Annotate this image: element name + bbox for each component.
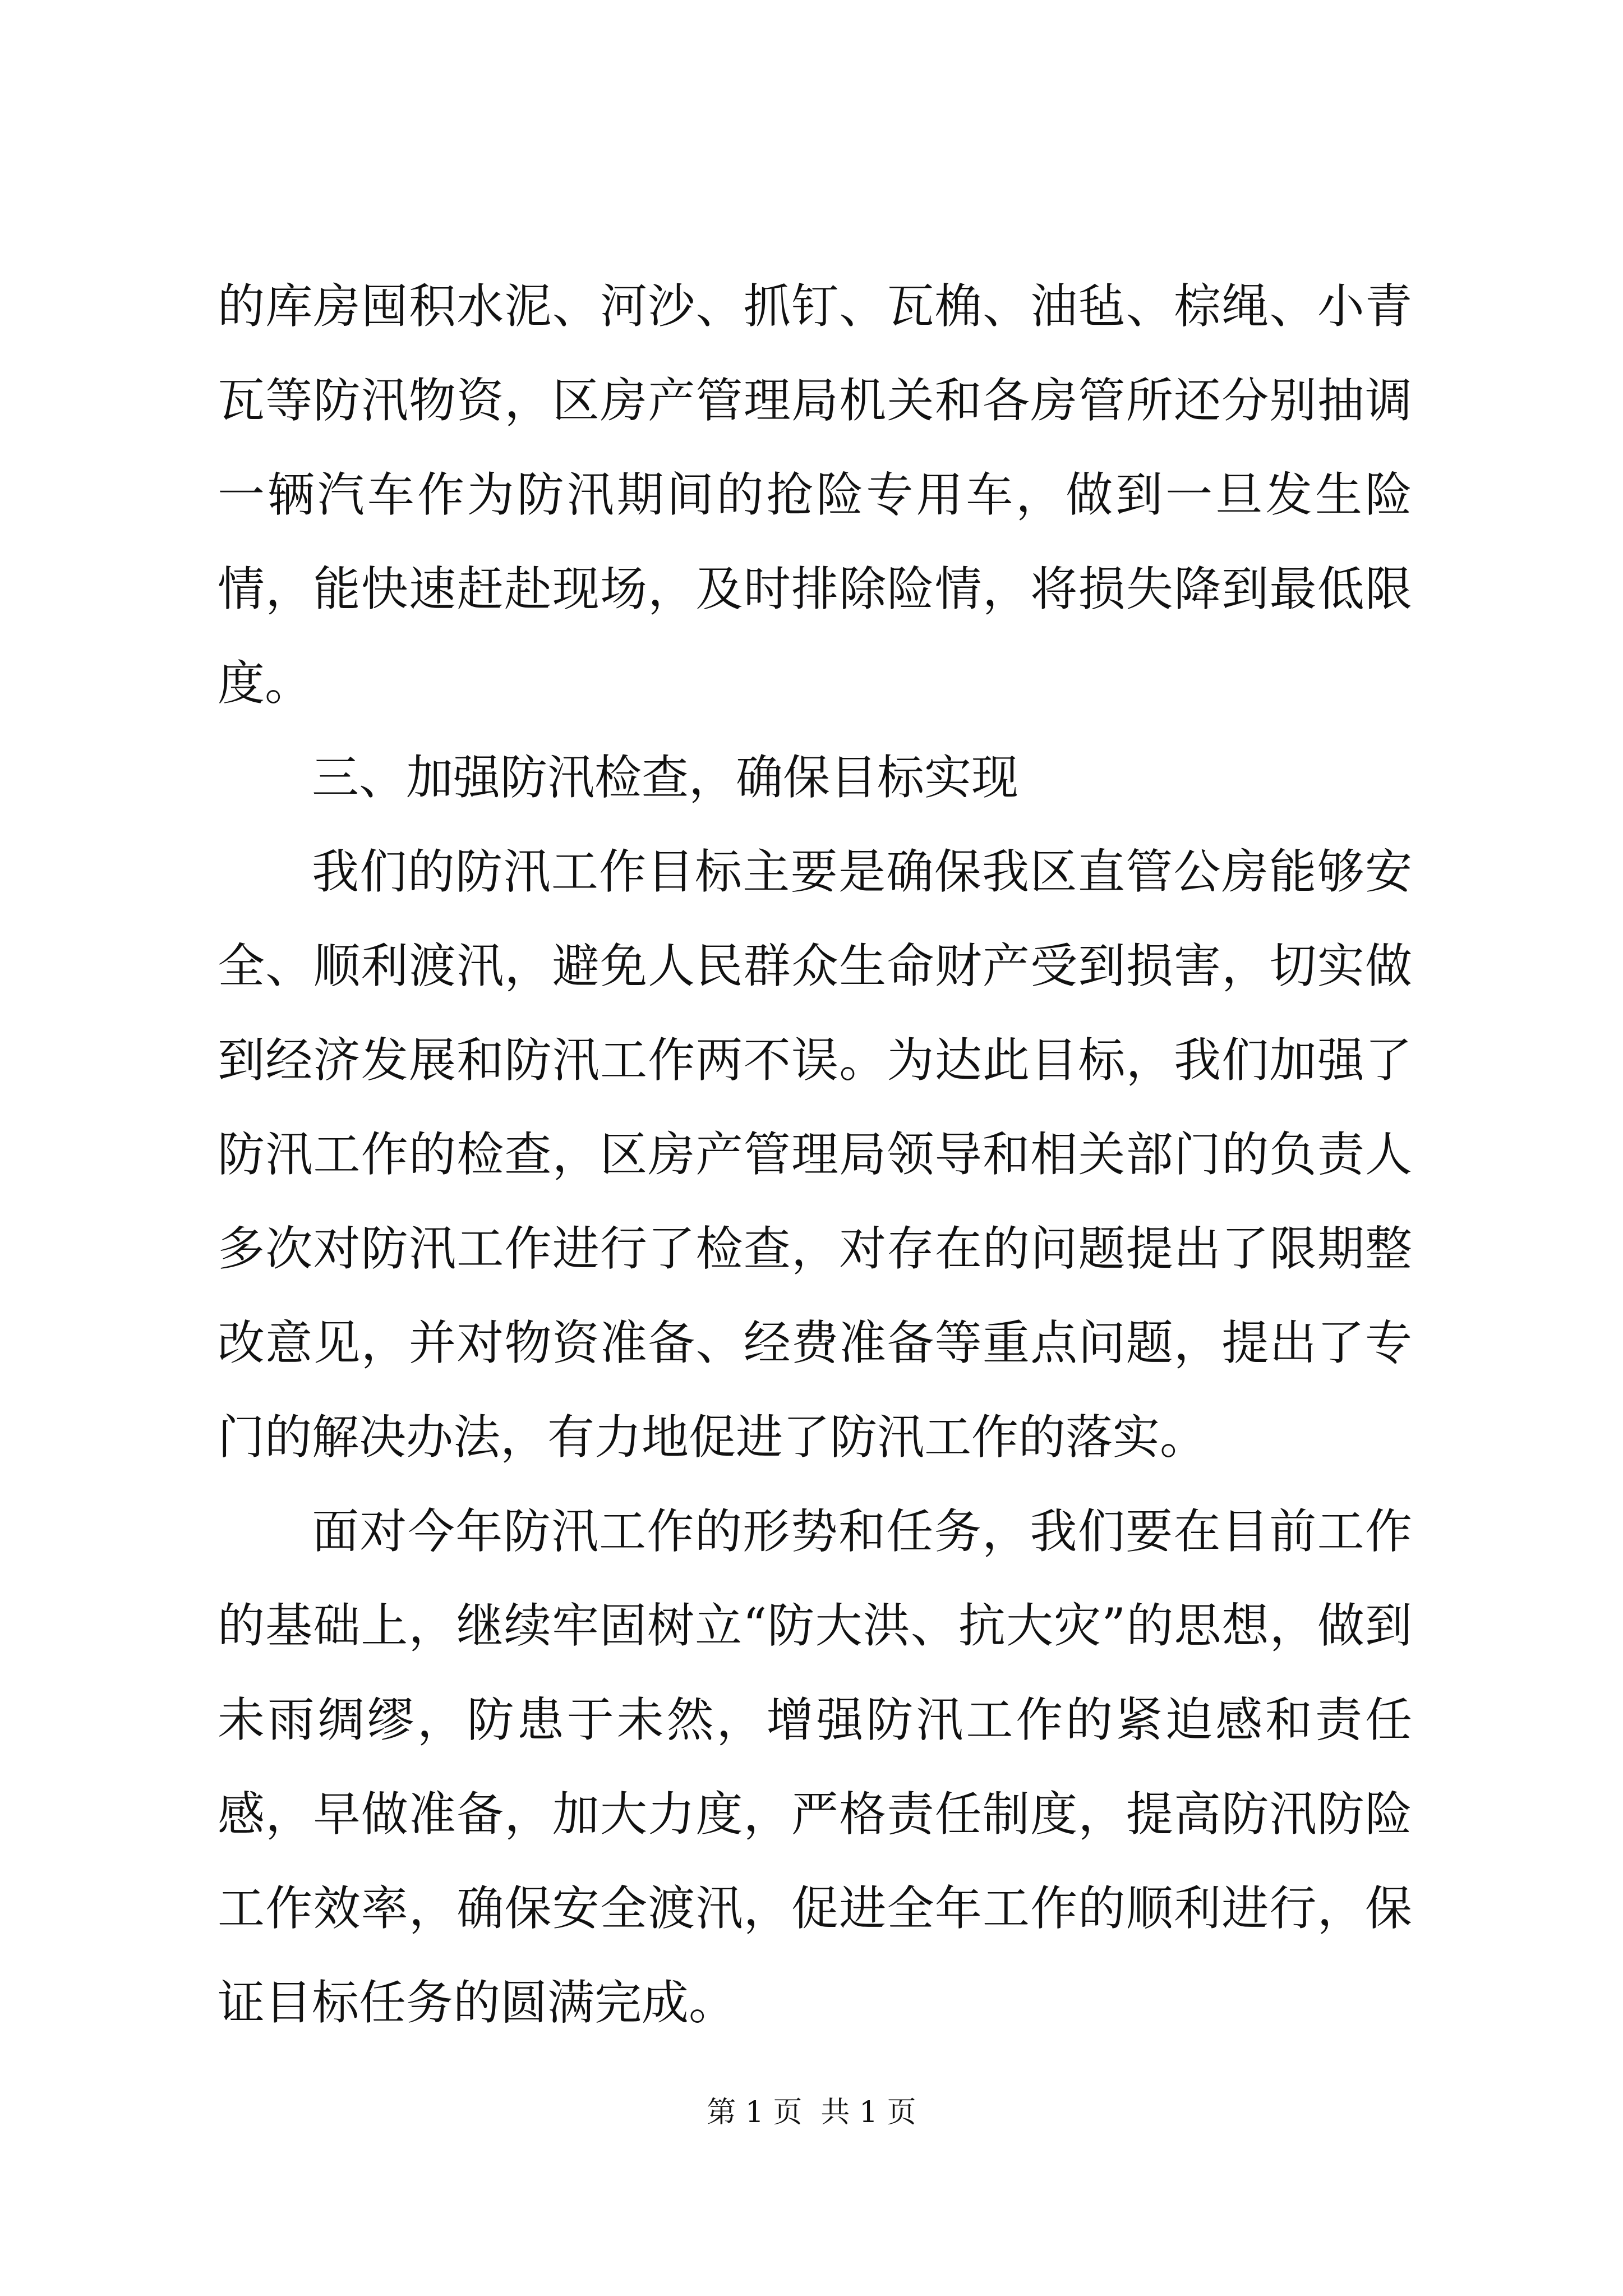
page-number-footer: 第 1 页 共 1 页 xyxy=(707,2096,916,2129)
paragraph-conclusion: 面对今年防汛工作的形势和任务，我们要在目前工作的基础上，继续牢固树立“防大洪、抗大灾”的思想，做到未雨绸缪，防患于未然，增强防汛工作的紧迫感和责任感，早做准备，加大力度，严格责任制度，提高防汛防险工作效率，确保安全渡汛，促进全年工作的顺利进行，保证目标任务的圆满完成。 xyxy=(218,1504,1412,2030)
paragraph-continuation: 的库房囤积水泥、河沙、抓钉、瓦桷、油毡、棕绳、小青瓦等防汛物资，区房产管理局机关和各房管所还分别抽调一辆汽车作为防汛期间的抢险专用车，做到一旦发生险情，能快速赶赴现场，及时排除险情，将损失降到最低限度。 xyxy=(218,279,1412,711)
document-body xyxy=(218,259,1412,2050)
section-heading: 三、加强防汛检查，确保目标实现 xyxy=(312,750,1019,805)
paragraph-inspection: 我们的防汛工作目标主要是确保我区直管公房能够安全、顺利渡汛，避免人民群众生命财产受到损害，切实做到经济发展和防汛工作两不误。为达此目标，我们加强了防汛工作的检查，区房产管理局领导和相关部门的负责人多次对防汛工作进行了检查，对存在的问题提出了限期整改意见，并对物资准备、经费准备等重点问题，提出了专门的解决办法，有力地促进了防汛工作的落实。 xyxy=(218,844,1412,1465)
